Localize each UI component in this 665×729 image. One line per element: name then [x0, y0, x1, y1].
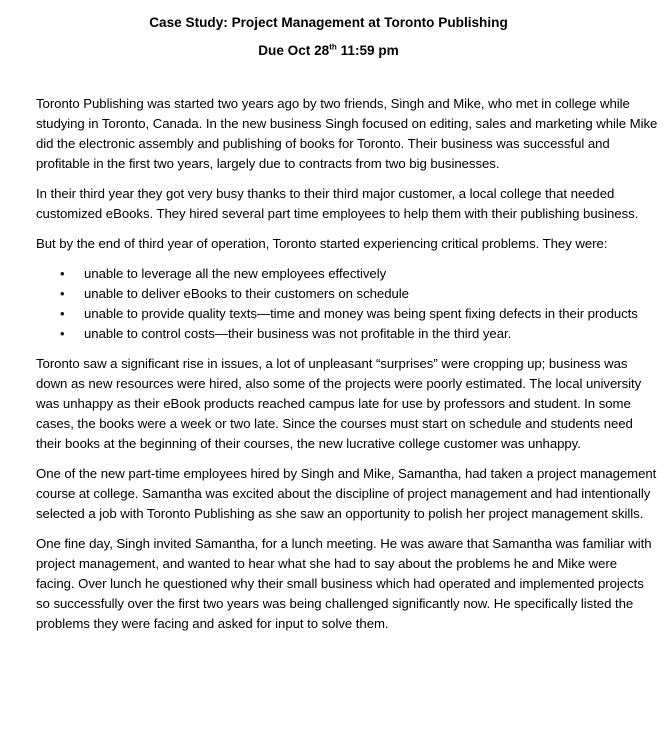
paragraph-third-year: In their third year they got very busy thanks to their third major customer, a local college that needed customized eBooks. They hired several part time employees to help them with their publishing business.: [36, 186, 639, 221]
list-item: [36, 324, 658, 344]
list-item: [36, 264, 658, 284]
list-item-text: unable to control costs—their business was not profitable in the third year.: [84, 326, 512, 341]
list-item: [36, 284, 658, 304]
paragraph-lunch-meeting: One fine day, Singh invited Samantha, for a lunch meeting. He was aware that Samantha was familiar with project management, and wanted to hear what she had to say about the problems he and Mike were facing. Over lunch he questioned why their small business which had operated and implemented projects so successfully over the first two years was being challenged significantly now. He specifically listed the problems they were facing and asked for input to solve them.: [36, 536, 652, 631]
paragraph-samantha: One of the new part-time employees hired by Singh and Mike, Samantha, had taken a project management course at college. Samantha was excited about the discipline of project management and had intentionally selected a job with Toronto Publishing as she saw an opportunity to polish her project management skills.: [36, 466, 657, 521]
document-title: Case Study: Project Management at Toronto Publishing: [149, 15, 508, 30]
paragraph-problems-intro: But by the end of third year of operation, Toronto started experiencing critical problems. They were:: [36, 236, 608, 251]
list-item-text: unable to leverage all the new employees effectively: [84, 266, 387, 281]
document-body: [36, 94, 658, 634]
due-date: [36, 42, 621, 60]
paragraph-issues: Toronto saw a significant rise in issues, a lot of unpleasant “surprises” were cropping up; business was down as new resources were hired, also some of the projects were poorly estimated. The local university was unhappy as their eBook products reached campus late for use by professors and student. In some cases, the books were a week or two late. Since the courses must start on schedule and students need their books at the beginning of their courses, the new lucrative college customer was unhappy.: [36, 356, 642, 451]
list-item: [36, 304, 658, 324]
due-date-prefix: Due Oct 28: [258, 43, 330, 58]
paragraph-intro: Toronto Publishing was started two years ago by two friends, Singh and Mike, who met in college while studying in Toronto, Canada. In the new business Singh focused on editing, sales and marketing while Mike did the electronic assembly and publishing of books for Toronto. Their business was successful and profitable in the first two years, largely due to contracts from two big businesses.: [36, 96, 658, 171]
bullet-icon: •: [60, 286, 65, 301]
due-date-ordinal: th: [329, 42, 337, 52]
problems-list: [36, 264, 658, 344]
bullet-icon: •: [60, 306, 65, 321]
due-date-time: 11:59 pm: [336, 43, 399, 58]
list-item-text: unable to provide quality texts—time and money was being spent fixing defects in their products: [84, 306, 638, 321]
bullet-icon: •: [60, 266, 65, 281]
list-item-text: unable to deliver eBooks to their customers on schedule: [84, 286, 409, 301]
bullet-icon: •: [60, 326, 65, 341]
